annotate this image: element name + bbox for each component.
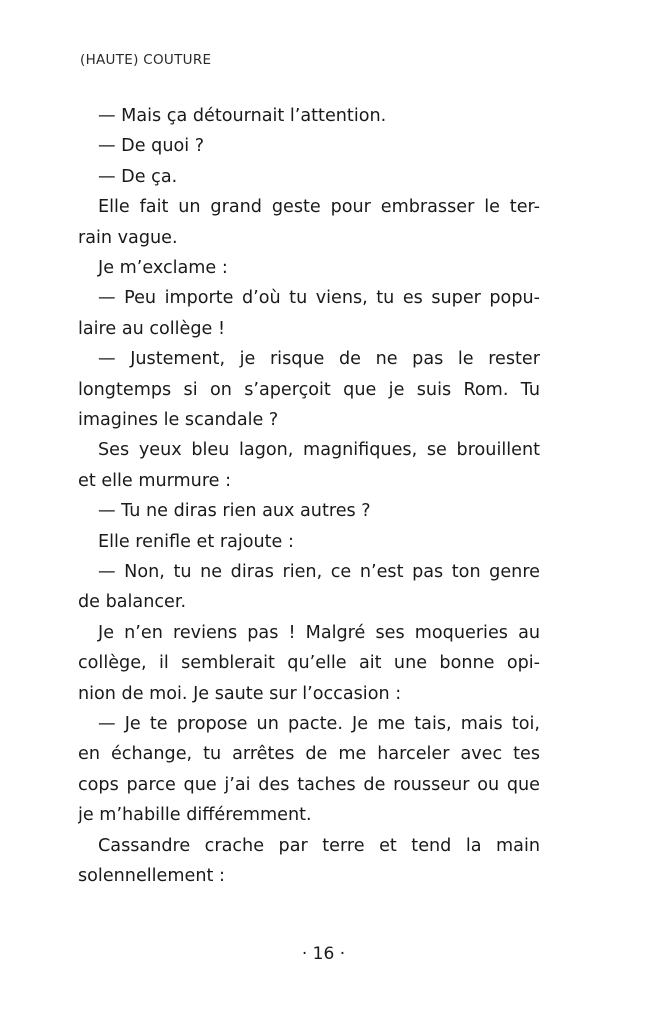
text-line: imagines le scandale ? — [78, 410, 279, 430]
text-line: solennellement : — [78, 865, 225, 886]
text-line: Elle fait un grand geste pour embrasser le ter- — [98, 197, 540, 218]
page-number: · 16 · — [301, 944, 346, 964]
text-line: Je m’exclame : — [98, 258, 228, 279]
text-line: Cassandre crache par terre et tend la main — [98, 835, 540, 856]
text-line: — Non, tu ne diras rien, ce n’est pas ton genre — [98, 562, 540, 583]
text-line: — Je te propose un pacte. Je me tais, mais toi, — [98, 714, 540, 734]
text-line: Je n’en reviens pas ! Malgré ses moqueries au — [98, 622, 540, 643]
text-line: laire au collège ! — [78, 318, 226, 339]
text-line: Ses yeux bleu lagon, magnifiques, se brouillent — [98, 440, 540, 461]
text-line: de balancer. — [78, 592, 187, 613]
text-line: je m’habille différemment. — [78, 805, 312, 826]
text-line: en échange, tu arrêtes de me harceler avec tes — [78, 744, 540, 765]
text-line: — Tu ne diras rien aux autres ? — [98, 501, 371, 522]
text-line: — De quoi ? — [98, 136, 205, 157]
running-head: (HAUTE) COUTURE — [80, 52, 212, 68]
body-text — [78, 101, 540, 891]
text-line: longtemps si on s’aperçoit que je suis Rom. Tu — [78, 379, 540, 400]
text-line: et elle murmure : — [78, 470, 232, 491]
text-line: Elle renifle et rajoute : — [98, 531, 294, 552]
text-line: collège, il semblerait qu’elle ait une bonne opi- — [78, 653, 540, 674]
text-line: — Peu importe d’où tu viens, tu es super popu- — [98, 288, 540, 309]
text-line: cops parce que j’ai des taches de rousseur ou que — [78, 774, 540, 795]
text-line: rain vague. — [78, 227, 178, 248]
text-line: — De ça. — [98, 166, 178, 187]
text-line: — Mais ça détournait l’attention. — [98, 106, 387, 126]
text-line: nion de moi. Je saute sur l’occasion : — [78, 683, 402, 704]
text-line: — Justement, je risque de ne pas le rester — [98, 349, 540, 370]
